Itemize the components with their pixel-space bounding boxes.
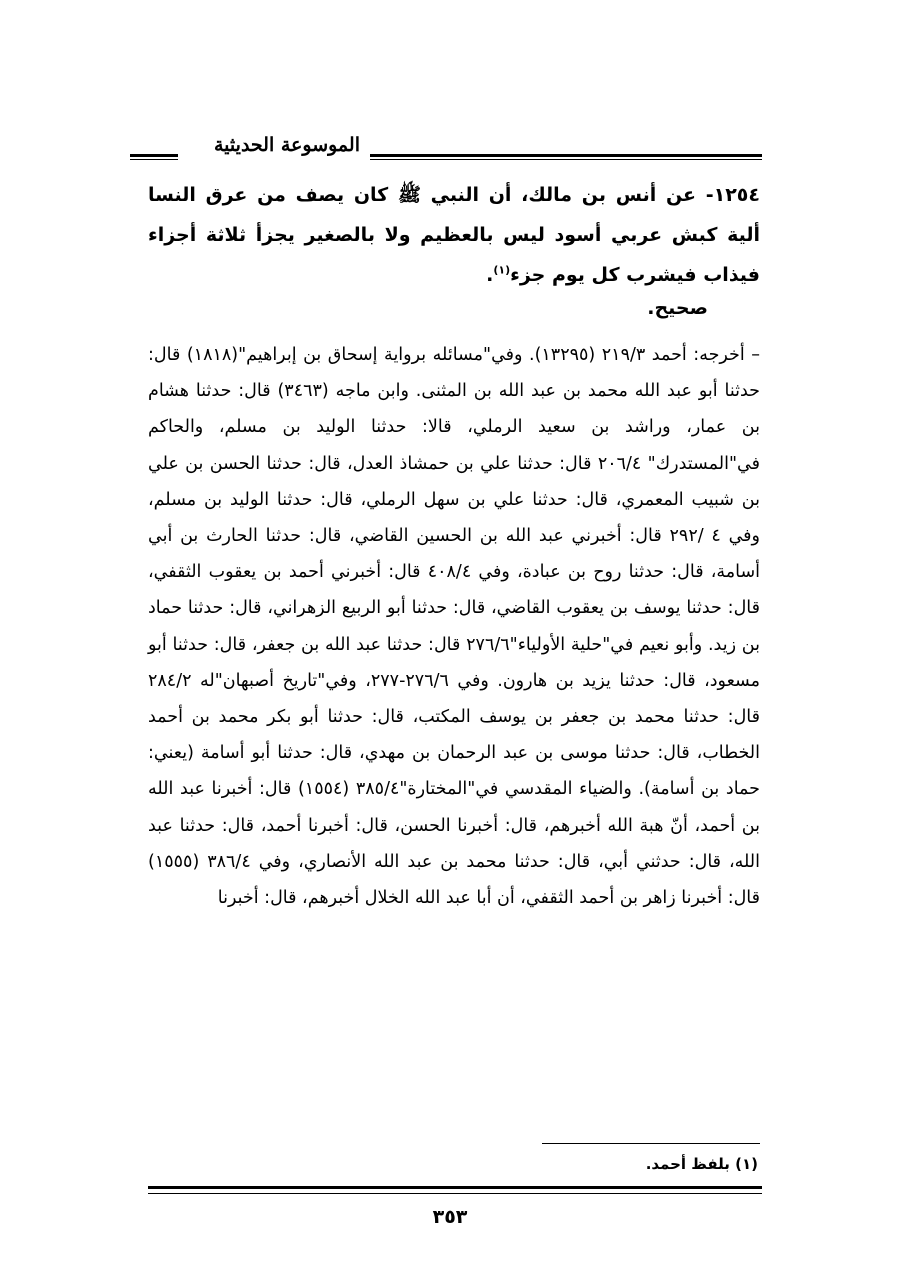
footer-rule	[148, 1186, 762, 1194]
header-rule-right	[370, 154, 762, 160]
running-title: الموسوعة الحديثية	[214, 134, 360, 156]
hadith-grade: صحيح.	[647, 297, 708, 319]
hadith-body: ١٢٥٤- عن أنس بن مالك، أن النبي ﷺ كان يصف من عرق النسا ألية كبش عربي أسود ليس بالعظيم ولا بالصغير يجزأ ثلاثة أجزاء فيذاب فيشرب كل يوم جزء	[148, 184, 760, 286]
hadith-text	[148, 175, 760, 295]
footnote-separator	[542, 1143, 760, 1144]
footnote-reference: (١)	[493, 263, 511, 277]
footnote: (١) بلفظ أحمد.	[645, 1155, 758, 1173]
page-number: ٣٥٣	[432, 1206, 468, 1228]
hadith-end: .	[486, 264, 494, 286]
header-rule-left	[130, 154, 178, 160]
page-header	[130, 132, 762, 166]
takhrij-paragraph: – أخرجه: أحمد ٢١٩/٣ (١٣٢٩٥). وفي"مسائله برواية إسحاق بن إبراهيم"(١٨١٨) قال: حدثنا أبو عبد الله محمد بن عبد الله بن المثنى. وابن ماجه (٣٤٦٣) قال: حدثنا هشام بن عمار، وراشد بن سعيد الرملي، قالا: حدثنا الوليد بن مسلم، والحاكم في"المستدرك" ٢٠٦/٤ قال: حدثنا علي بن حمشاذ العدل، قال: حدثنا الحسن بن علي بن شبيب المعمري، قال: حدثنا علي بن سهل الرملي، قال: حدثنا الوليد بن مسلم، وفي ٤ /٢٩٢ قال: أخبرني عبد الله بن الحسين القاضي، قال: حدثنا الحارث بن أبي أسامة، قال: حدثنا روح بن عبادة، وفي ٤٠٨/٤ قال: أخبرني أحمد بن يعقوب الثقفي، قال: حدثنا يوسف بن يعقوب القاضي، قال: حدثنا أبو الربيع الزهراني، قال: حدثنا حماد بن زيد. وأبو نعيم في"حلية الأولياء"٢٧٦/٦ قال: حدثنا عبد الله بن جعفر، قال: حدثنا أبو مسعود، قال: حدثنا يزيد بن هارون. وفي ٢٧٦/٦-٢٧٧، وفي"تاريخ أصبهان"له ٢٨٤/٢ قال: حدثنا محمد بن جعفر بن يوسف المكتب، قال: حدثنا أبو بكر محمد بن أحمد الخطاب، قال: حدثنا موسى بن عبد الرحمان بن مهدي، قال: حدثنا أبو أسامة (يعني: حماد بن أسامة). والضياء المقدسي في"المختارة"٣٨٥/٤ (١٥٥٤) قال: أخبرنا عبد الله بن أحمد، أنّ هبة الله أخبرهم، قال: أخبرنا الحسن، قال: أخبرنا أحمد، قال: حدثنا عبد الله، قال: حدثني أبي، قال: حدثنا محمد بن عبد الله الأنصاري، وفي ٣٨٦/٤ (١٥٥٥) قال: أخبرنا زاهر بن أحمد الثقفي، أن أبا عبد الله الخلال أخبرهم، قال: أخبرنا	[148, 345, 761, 909]
